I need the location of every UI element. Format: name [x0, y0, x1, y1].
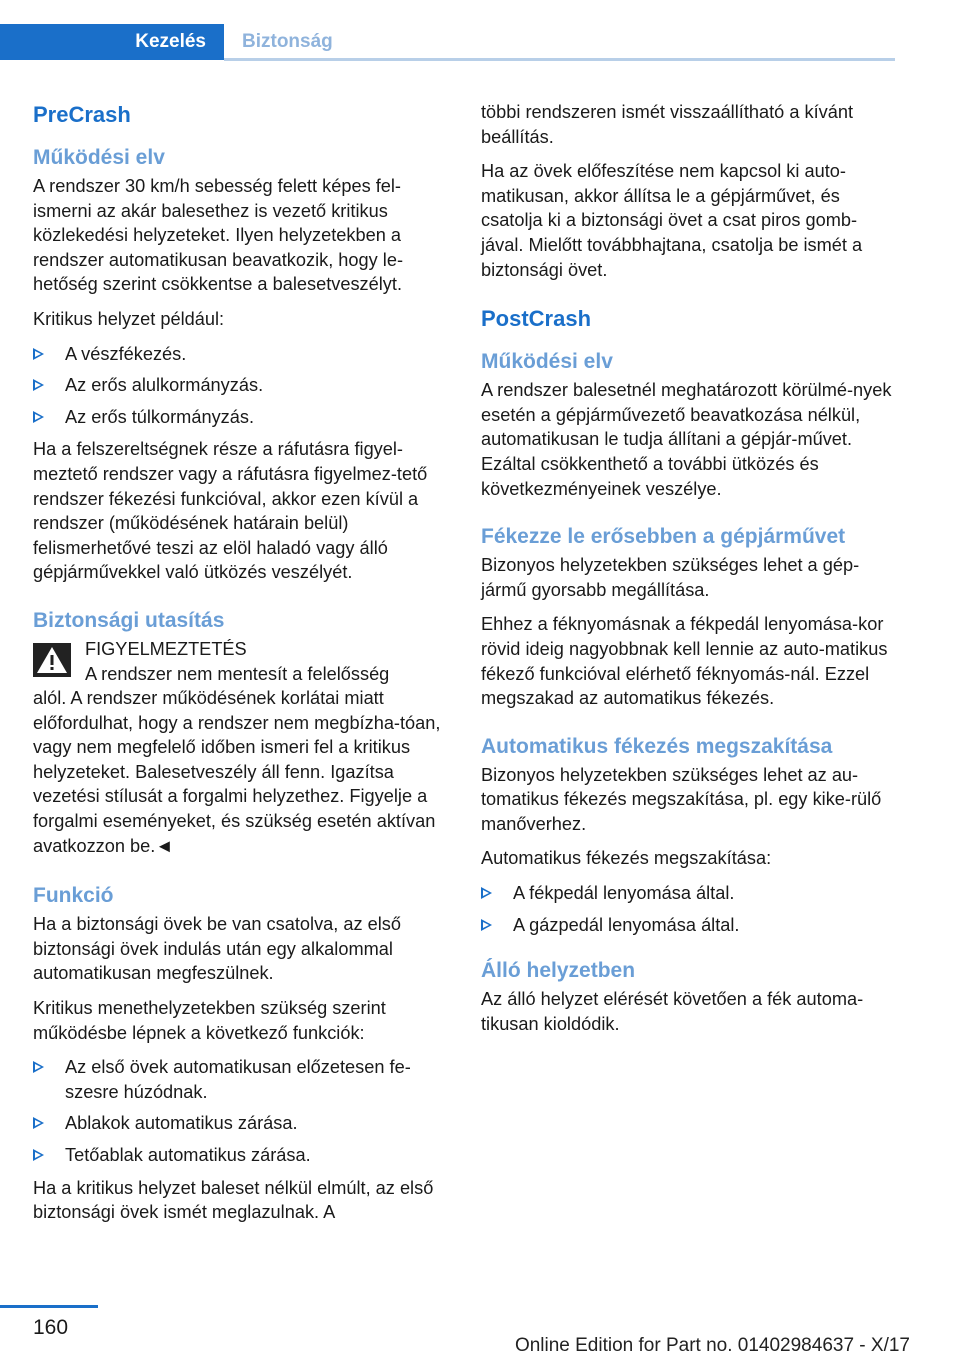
fekezze-text-1: Bizonyos helyzetekben szükséges lehet a gép‐jármű gyorsabb megállítása. — [481, 555, 860, 600]
list-item — [33, 405, 445, 430]
postcrash-mukodesi-text: A rendszer balesetnél meghatározott körülmé‐nyek esetén a gépjárművezető beavatkozása nélkül, automatikusan le tudja állítani a gépjár‐művet. Ezáltal csökkenthető a további ütközés és következményeinek veszélye. — [481, 380, 892, 499]
left-column — [33, 100, 445, 1235]
ovek-text: Ha az övek előfeszítése nem kapcsol ki auto‐matikusan, akkor állítsa le a gépjárművet, és csatolja ki a biztonsági övet a csat piros gomb‐jával. Mielőtt továbbhajtana, csatolja be ismét a biztonsági övet. — [481, 161, 863, 280]
megszakitas-intro: Automatikus fékezés megszakítása: — [481, 848, 772, 869]
rafutas-text: Ha a felszereltségnek része a ráfutásra figyel‐meztető rendszer vagy a ráfutásra figyelmez‐tető rendszer fékezési funkcióval, akkor ezen kívül a rendszer (működésének határain belül) felismerhetővé teszi az elöl haladó vagy álló gépjárművekkel való ütközés veszélyét. — [33, 439, 428, 583]
triangle-bullet-icon — [33, 1117, 44, 1129]
menet-list — [33, 1055, 445, 1167]
allo-heading: Álló helyzetben — [481, 959, 636, 983]
triangle-bullet-icon — [33, 1061, 44, 1073]
triangle-bullet-icon — [481, 887, 492, 899]
warning-block — [33, 637, 445, 858]
list-item — [33, 373, 445, 398]
list-item — [33, 1111, 445, 1136]
list-item-text: Ablakok automatikus zárása. — [65, 1113, 298, 1134]
list-item — [33, 1143, 445, 1168]
triangle-bullet-icon — [33, 379, 44, 391]
tab-kezeles[interactable]: Kezelés — [0, 24, 224, 60]
edition-footer: Online Edition for Part no. 01402984637 - X/17 — [514, 1335, 910, 1356]
continued-text: többi rendszeren ismét visszaállítható a kívánt beállítás. — [481, 102, 854, 147]
warning-first-line: A rendszer nem mentesít a felelősség — [85, 663, 390, 684]
right-column — [481, 100, 893, 1046]
fekezze-heading: Fékezze le erősebben a gépjárművet — [481, 525, 846, 549]
funkcio-heading: Funkció — [33, 884, 114, 908]
precrash-title: PreCrash — [33, 102, 131, 127]
list-item-text: A fékpedál lenyomása által. — [513, 883, 735, 904]
fekezze-text-2: Ehhez a féknyomásnak a fékpedál lenyomása‐kor rövid ideig nagyobbnak kell lennie az auto‐matikus fékező funkcióval elérhető féknyomás‐nál. Ezzel megszakad az automatikus fékezés. — [481, 614, 888, 709]
meglazul-text: Ha a kritikus helyzet baleset nélkül elmúlt, az első biztonsági övek ismét meglazulnak. A — [33, 1177, 434, 1223]
warning-title: FIGYELMEZTETÉS — [85, 638, 247, 659]
header-bar — [0, 0, 895, 62]
list-item — [481, 913, 893, 938]
mukodesi-elv-heading-2: Működési elv — [481, 350, 613, 374]
list-item-text: A vészfékezés. — [65, 343, 187, 364]
footer-divider — [0, 1305, 98, 1308]
triangle-bullet-icon — [33, 348, 44, 360]
triangle-bullet-icon — [481, 919, 492, 931]
triangle-bullet-icon — [33, 411, 44, 423]
list-item-text: Az erős túlkormányzás. — [65, 406, 255, 427]
list-item — [33, 1055, 445, 1104]
megszakitas-heading: Automatikus fékezés megszakítása — [481, 734, 833, 758]
list-item-text: Tetőablak automatikus zárása. — [65, 1145, 311, 1165]
mukodesi-elv-heading: Működési elv — [33, 146, 165, 169]
list-item-text: A gázpedál lenyomása által. — [513, 914, 740, 935]
warning-text: alól. A rendszer működésének korlátai miatt előfordulhat, hogy a rendszer nem megbízha‐tóan, vagy nem megfelelő időben ismeri fel a kritikus helyzeteket. Balesetveszély áll fenn. Igazítsa vezetési stílusát a forgalmi helyzethez. Figyelje a forgalmi eseményeket, és szükség esetén aktívan avatkozzon be.◄ — [33, 688, 441, 856]
triangle-bullet-icon — [33, 1149, 44, 1161]
mukodesi-elv-text: A rendszer 30 km/h sebesség felett képes fel‐ismerni az akár balesethez is vezető kritikus közlekedési helyzeteket. Ilyen helyzetekben a rendszer automatikusan beavatkozik, hogy le‐hetőség szerint csökkentse a balesetveszélyt. — [33, 176, 404, 295]
allo-text: Az álló helyzet elérését követően a fék automa‐tikusan kioldódik. — [481, 989, 864, 1034]
postcrash-title: PostCrash — [481, 306, 592, 332]
biztonsagi-heading: Biztonsági utasítás — [33, 608, 225, 632]
tab-biztonsag[interactable]: Biztonság — [242, 31, 333, 52]
kritikus-list — [33, 342, 445, 430]
list-item — [33, 342, 445, 367]
menet-intro: Kritikus menethelyzetekben szükség szerint működésbe lépnek a következő funkciók: — [33, 998, 386, 1043]
kritikus-intro: Kritikus helyzet például: — [33, 308, 225, 329]
funkcio-text: Ha a biztonsági övek be van csatolva, az első biztonsági övek indulás után egy alkalommal automatikusan megfeszülnek. — [33, 914, 402, 984]
megszakitas-list — [481, 881, 893, 937]
list-item-text: Az erős alulkormányzás. — [65, 375, 264, 396]
header-divider — [224, 58, 895, 61]
page-number: 160 — [33, 1316, 69, 1339]
megszakitas-text: Bizonyos helyzetekben szükséges lehet az au‐tomatikus fékezés megszakítása, pl. egy kike‐rülő manőverhez. — [481, 764, 882, 834]
list-item-text: Az első övek automatikusan előzetesen fe‐szesre húzódnak. — [65, 1057, 411, 1102]
warning-triangle-icon — [33, 643, 71, 677]
list-item — [481, 881, 893, 906]
